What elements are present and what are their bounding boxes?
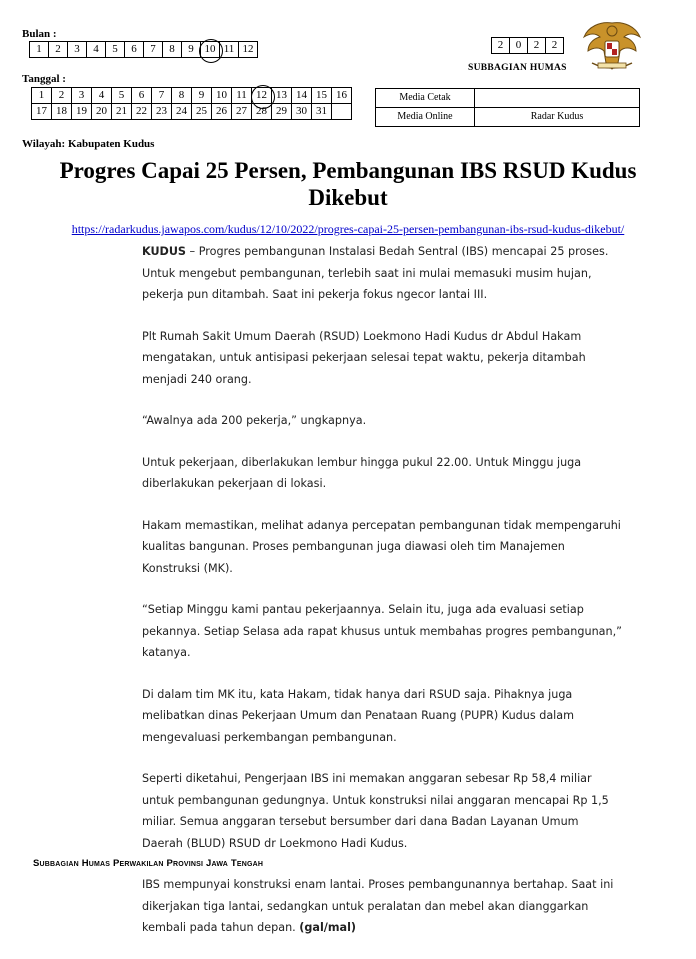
- month-cell: 3: [68, 42, 87, 58]
- footer-text: Subbagian Humas Perwakilan Provinsi Jawa Tengah: [33, 858, 264, 869]
- day-cell: 17: [32, 104, 52, 120]
- month-cell: 12: [239, 42, 258, 58]
- day-cell: 1: [32, 88, 52, 104]
- year-grid: [491, 37, 564, 54]
- day-cell: 2: [52, 88, 72, 104]
- article-title: Progres Capai 25 Persen, Pembangunan IBS RSUD Kudus Dikebut: [59, 158, 637, 210]
- day-cell: 22: [132, 104, 152, 120]
- day-cell: 10: [212, 88, 232, 104]
- day-cell: 25: [192, 104, 212, 120]
- day-cell: 20: [92, 104, 112, 120]
- month-cell-selected: 10: [201, 42, 220, 58]
- day-cell: 8: [172, 88, 192, 104]
- dateline: KUDUS: [142, 245, 186, 258]
- year-digit-cell: 0: [510, 38, 528, 54]
- day-cell: 13: [272, 88, 292, 104]
- media-row-online: [376, 108, 640, 127]
- month-grid: [29, 41, 258, 58]
- month-cell: 8: [163, 42, 182, 58]
- media-table: [375, 88, 640, 127]
- org-label: SUBBAGIAN HUMAS: [468, 63, 567, 73]
- media-value: [475, 89, 640, 108]
- article-url-link[interactable]: https://radarkudus.jawapos.com/kudus/12/10/2022/progres-capai-25-persen-pembangunan-ibs-rsud-kudus-dikebut/: [71, 222, 625, 236]
- paragraph: Plt Rumah Sakit Umum Daerah (RSUD) Loekmono Hadi Kudus dr Abdul Hakam mengatakan, untuk antisipasi pekerjaan selesai tepat waktu, pekerja ditambah menjadi 240 orang.: [142, 329, 586, 386]
- media-label: Media Online: [376, 108, 475, 127]
- year-digit-cell: 2: [492, 38, 510, 54]
- day-cell: 19: [72, 104, 92, 120]
- day-cell-selected: 12: [252, 88, 272, 104]
- last-paragraph-text: IBS mempunyai konstruksi enam lantai. Proses pembangunannya bertahap. Saat ini dikerjakan tiga lantai, sedangkan untuk peralatan dan mebel akan dianggarkan kembali pada tahun depan.: [142, 878, 614, 934]
- day-cell: 21: [112, 104, 132, 120]
- month-cell: 5: [106, 42, 125, 58]
- day-cell: 18: [52, 104, 72, 120]
- day-cell: 14: [292, 88, 312, 104]
- day-cell: 24: [172, 104, 192, 120]
- day-cell: 29: [272, 104, 292, 120]
- bulan-label: Bulan :: [22, 28, 57, 40]
- media-row-cetak: [376, 89, 640, 108]
- day-cell: 26: [212, 104, 232, 120]
- day-cell: 4: [92, 88, 112, 104]
- year-digit-cell: 2: [546, 38, 564, 54]
- day-cell: 27: [232, 104, 252, 120]
- month-cell: 2: [49, 42, 68, 58]
- day-cell: 11: [232, 88, 252, 104]
- lead-paragraph: [142, 241, 622, 306]
- day-cell: 7: [152, 88, 172, 104]
- byline: (gal/mal): [299, 921, 357, 934]
- day-cell: 30: [292, 104, 312, 120]
- day-cell: 23: [152, 104, 172, 120]
- paragraph: Di dalam tim MK itu, kata Hakam, tidak hanya dari RSUD saja. Pihaknya juga melibatkan dinas Pekerjaan Umum dan Penataan Ruang (PUPR) Kudus dalam mengevaluasi perkembangan pembangunan.: [142, 687, 575, 744]
- day-cell: 9: [192, 88, 212, 104]
- month-cell: 11: [220, 42, 239, 58]
- month-cell: 9: [182, 42, 201, 58]
- media-value: Radar Kudus: [475, 108, 640, 127]
- media-label: Media Cetak: [376, 89, 475, 108]
- garuda-emblem-icon: [580, 17, 644, 75]
- month-cell: 1: [30, 42, 49, 58]
- lead-text: – Progres pembangunan Instalasi Bedah Sentral (IBS) mencapai 25 proses. Untuk mengebut pembangunan, terlebih saat ini mulai memasuki musim hujan, pekerja pun ditambah. Saat ini pekerja fokus ngecor lantai III.: [142, 245, 609, 301]
- day-grid: [31, 87, 352, 120]
- wilayah-label: Wilayah: Kabupaten Kudus: [22, 138, 155, 150]
- day-cell: 16: [332, 88, 352, 104]
- day-cell: 31: [312, 104, 332, 120]
- paragraph: Hakam memastikan, melihat adanya percepatan pembangunan tidak mempengaruhi kualitas bangunan. Proses pembangunan juga diawasi oleh tim Manajemen Konstruksi (MK).: [142, 518, 621, 575]
- day-cell: 5: [112, 88, 132, 104]
- tanggal-label: Tanggal :: [22, 73, 66, 85]
- paragraph: Seperti diketahui, Pengerjaan IBS ini memakan anggaran sebesar Rp 58,4 miliar untuk pembangunan gedungnya. Untuk konstruksi nilai anggaran mencapai Rp 1,5 miliar. Semua anggaran tersebut bersumber dari dana Badan Layanan Umum Daerah (BLUD) RSUD dr Loekmono Hadi Kudus.: [142, 772, 609, 850]
- day-cell: 3: [72, 88, 92, 104]
- paragraph: Untuk pekerjaan, diberlakukan lembur hingga pukul 22.00. Untuk Minggu juga diberlakukan pekerjaan di lokasi.: [142, 455, 582, 490]
- paragraph: “Setiap Minggu kami pantau pekerjaannya. Selain itu, juga ada evaluasi setiap pekannya. Setiap Selasa ada rapat khusus untuk membahas progres pembangunan,” katanya.: [142, 603, 622, 659]
- day-cell: 15: [312, 88, 332, 104]
- month-cell: 4: [87, 42, 106, 58]
- day-cell: 6: [132, 88, 152, 104]
- month-cell: 7: [144, 42, 163, 58]
- year-digit-cell: 2: [528, 38, 546, 54]
- paragraph: “Awalnya ada 200 pekerja,” ungkapnya.: [142, 414, 367, 427]
- month-cell: 6: [125, 42, 144, 58]
- last-paragraph: [142, 874, 622, 939]
- article-body: [142, 241, 622, 959]
- day-cell: [332, 104, 352, 120]
- day-cell: 28: [252, 104, 272, 120]
